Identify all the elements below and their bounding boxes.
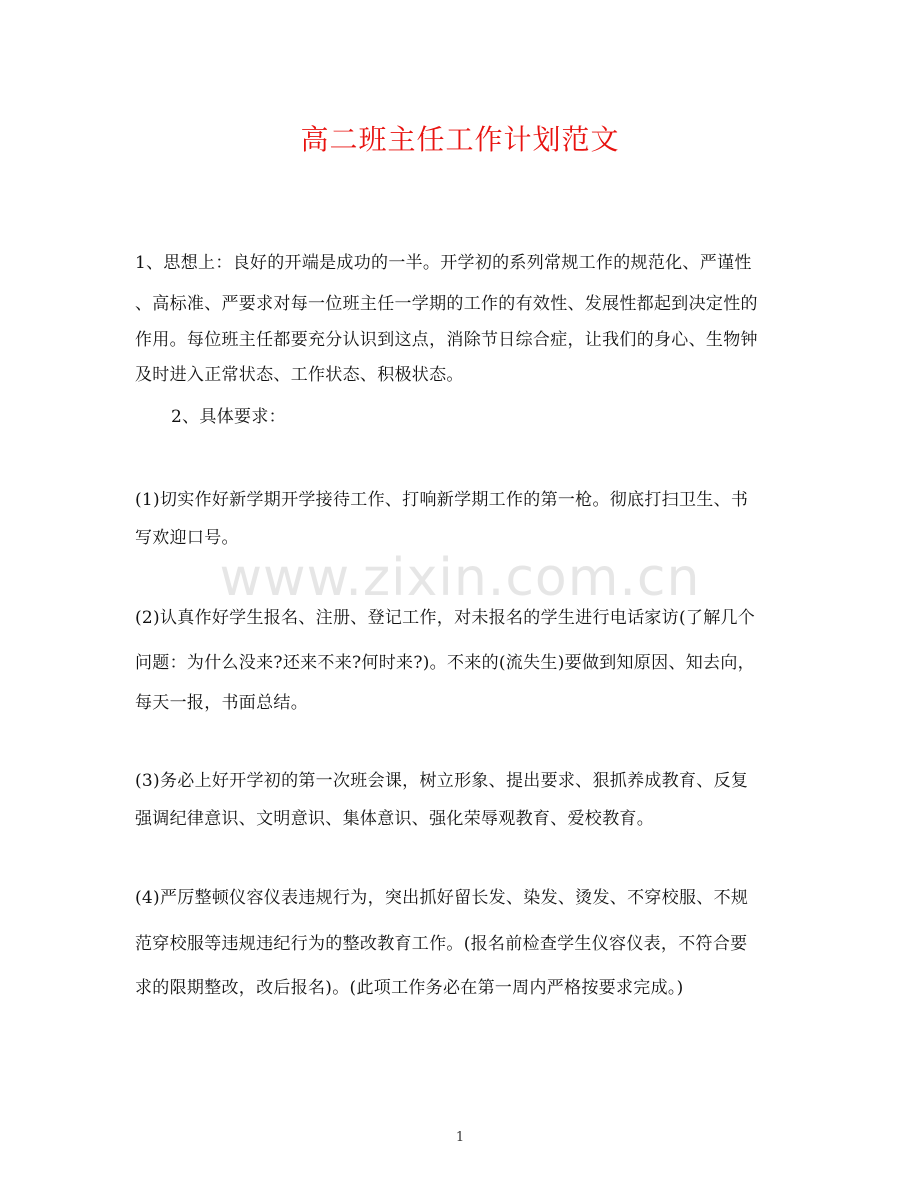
- paragraph-line: 1、思想上：良好的开端是成功的一半。开学初的系列常规工作的规范化、严谨性: [135, 253, 752, 273]
- paragraph-line: 范穿校服等违规违纪行为的整改教育工作。(报名前检查学生仪容仪表，不符合要: [135, 934, 748, 954]
- paragraph-line: (4)严厉整顿仪容仪表违规行为，突出抓好留长发、染发、烫发、不穿校服、不规: [135, 888, 749, 908]
- paragraph-line: 写欢迎口号。: [135, 528, 239, 548]
- paragraph-line: (1)切实作好新学期开学接待工作、打响新学期工作的第一枪。彻底打扫卫生、书: [135, 490, 749, 510]
- paragraph-line: 强调纪律意识、文明意识、集体意识、强化荣辱观教育、爱校教育。: [135, 809, 654, 829]
- document-title: 高二班主任工作计划范文: [300, 123, 620, 156]
- page-number: 1: [455, 1130, 465, 1145]
- section-heading: 2、具体要求：: [171, 407, 286, 427]
- paragraph-line: 问题：为什么没来?还来不来?何时来?)。不来的(流失生)要做到知原因、知去向，: [135, 653, 755, 673]
- paragraph-line: (3)务必上好开学初的第一次班会课，树立形象、提出要求、狠抓养成教育、反复: [135, 771, 749, 791]
- paragraph-line: 及时进入正常状态、工作状态、积极状态。: [135, 365, 464, 385]
- paragraph-line: 、高标准、严要求对每一位班主任一学期的工作的有效性、发展性都起到决定性的: [135, 294, 758, 314]
- paragraph-line: 每天一报，书面总结。: [135, 693, 308, 713]
- watermark: www.zixin.com.cn: [219, 548, 701, 608]
- paragraph-line: (2)认真作好学生报名、注册、登记工作，对未报名的学生进行电话家访(了解几个: [135, 608, 756, 628]
- paragraph-line: 求的限期整改，改后报名)。(此项工作务必在第一周内严格按要求完成。): [135, 978, 684, 998]
- paragraph-line: 作用。每位班主任都要充分认识到这点，消除节日综合症，让我们的身心、生物钟: [135, 330, 758, 350]
